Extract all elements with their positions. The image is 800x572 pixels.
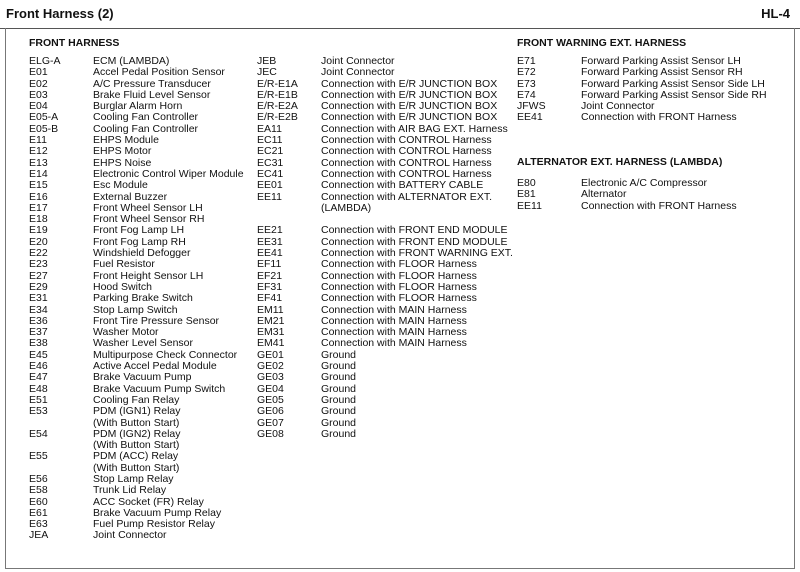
- connector-code: E12: [29, 145, 48, 158]
- connector-code: E54: [29, 427, 48, 440]
- connector-description: Alternator: [581, 188, 627, 201]
- connector-description: Front Tire Pressure Sensor: [93, 314, 220, 327]
- connector-code: EF31: [257, 280, 283, 293]
- list-item: [257, 192, 513, 203]
- connector-code: E/R-E2A: [257, 100, 298, 113]
- connector-description: Connection with MAIN Harness: [321, 337, 467, 350]
- connector-description: (LAMBDA): [321, 201, 372, 214]
- connector-description: Stop Lamp Switch: [93, 303, 178, 316]
- connector-description: Forward Parking Assist Sensor LH: [581, 55, 741, 67]
- connector-code: EE41: [257, 247, 283, 260]
- connector-description: Connection with FRONT Harness: [581, 199, 737, 212]
- connector-description: Connection with FRONT END MODULE: [321, 235, 508, 248]
- connector-description: Burglar Alarm Horn: [93, 100, 183, 113]
- list-item: [29, 180, 244, 191]
- connector-description: PDM (IGN1) Relay: [93, 405, 181, 418]
- connector-code: E63: [29, 518, 48, 531]
- connector-description: PDM (IGN2) Relay: [93, 427, 181, 440]
- connector-code: ELG-A: [29, 55, 61, 67]
- connector-description: Forward Parking Assist Sensor RH: [581, 66, 743, 79]
- connector-code: E31: [29, 292, 48, 305]
- connector-code: E74: [517, 88, 536, 101]
- connector-description: (With Button Start): [93, 439, 180, 452]
- connector-code: GE02: [257, 360, 284, 373]
- connector-code: E18: [29, 213, 48, 226]
- list-item: [29, 530, 244, 541]
- alternator-title: ALTERNATOR EXT. HARNESS (LAMBDA): [517, 156, 723, 168]
- connector-description: Forward Parking Assist Sensor Side RH: [581, 88, 767, 101]
- connector-code: E48: [29, 382, 48, 395]
- connector-code: GE01: [257, 348, 284, 361]
- connector-code: EC31: [257, 156, 284, 169]
- connector-description: Esc Module: [93, 179, 148, 192]
- connector-code: E47: [29, 371, 48, 384]
- connector-description: Connection with AIR BAG EXT. Harness: [321, 122, 508, 135]
- connector-description: Electronic Control Wiper Module: [93, 167, 244, 180]
- connector-code: EM41: [257, 337, 285, 350]
- connector-code: [257, 203, 321, 214]
- connector-description: Ground: [321, 360, 357, 373]
- list-item: [257, 395, 513, 406]
- connector-description: Ground: [321, 393, 357, 406]
- connector-code: JEA: [29, 529, 49, 542]
- list-item: [29, 146, 244, 157]
- list-item: [257, 259, 513, 270]
- connector-description: ECM (LAMBDA): [93, 55, 170, 67]
- connector-code: E02: [29, 77, 48, 90]
- connector-description: Connection with CONTROL Harness: [321, 167, 492, 180]
- connector-description: Connection with FLOOR Harness: [321, 280, 477, 293]
- front-warning-list: [517, 56, 767, 124]
- connector-description: Ground: [321, 371, 357, 384]
- list-item: [517, 189, 737, 200]
- connector-description: Fuel Resistor: [93, 258, 155, 271]
- connector-code: E45: [29, 348, 48, 361]
- list-item: [257, 429, 513, 440]
- connector-code: EE31: [257, 235, 283, 248]
- list-item: [257, 203, 513, 214]
- connector-description: EHPS Motor: [93, 145, 152, 158]
- connector-description: Connection with E/R JUNCTION BOX: [321, 88, 498, 101]
- list-item: [257, 293, 513, 304]
- connector-code: GE07: [257, 416, 284, 429]
- connector-code: E17: [29, 201, 48, 214]
- connector-description: Fuel Pump Resistor Relay: [93, 518, 215, 531]
- connector-description: Connection with MAIN Harness: [321, 326, 467, 339]
- connector-code: EF41: [257, 292, 283, 305]
- connector-code: GE05: [257, 393, 284, 406]
- connector-code: E27: [29, 269, 48, 282]
- front-harness-column-2: [257, 56, 513, 440]
- connector-description: Connection with FRONT Harness: [581, 111, 737, 124]
- page-code: HL-4: [761, 6, 790, 21]
- connector-code: E22: [29, 247, 48, 260]
- connector-code: E34: [29, 303, 48, 316]
- connector-code: GE08: [257, 427, 284, 440]
- connector-description: Forward Parking Assist Sensor Side LH: [581, 77, 765, 90]
- connector-description: Connection with MAIN Harness: [321, 303, 467, 316]
- connector-description: EHPS Module: [93, 134, 159, 147]
- connector-code: EF21: [257, 269, 283, 282]
- connector-code: E05-A: [29, 111, 59, 124]
- connector-code: EE11: [517, 199, 542, 212]
- connector-description: Ground: [321, 405, 357, 418]
- list-item: [29, 451, 244, 462]
- connector-description: Front Wheel Sensor LH: [93, 201, 203, 214]
- list-item: [29, 259, 244, 270]
- connector-code: E23: [29, 258, 48, 271]
- list-item: [257, 406, 513, 417]
- connector-description: Connection with CONTROL Harness: [321, 145, 492, 158]
- connector-description: Trunk Lid Relay: [93, 484, 167, 497]
- front-warning-title: FRONT WARNING EXT. HARNESS: [517, 37, 687, 49]
- connector-description: Brake Fluid Level Sensor: [93, 88, 211, 101]
- list-item: [517, 67, 767, 78]
- connector-description: Hood Switch: [93, 280, 152, 293]
- connector-code: E/R-E1A: [257, 77, 298, 90]
- list-item: [257, 338, 513, 349]
- connector-description: Electronic A/C Compressor: [581, 177, 708, 189]
- list-item: [517, 201, 737, 212]
- connector-description: External Buzzer: [93, 190, 168, 203]
- connector-description: Connection with FLOOR Harness: [321, 269, 477, 282]
- connector-code: EF11: [257, 258, 282, 271]
- connector-code: JEB: [257, 55, 277, 67]
- connector-description: Cooling Fan Controller: [93, 122, 199, 135]
- list-item: [257, 418, 513, 429]
- connector-code: EC41: [257, 167, 284, 180]
- connector-code: E46: [29, 360, 48, 373]
- connector-code: E01: [29, 66, 48, 79]
- connector-code: E60: [29, 495, 48, 508]
- connector-description: Washer Level Sensor: [93, 337, 193, 350]
- connector-description: Brake Vacuum Pump Switch: [93, 382, 226, 395]
- page-title: Front Harness (2): [6, 6, 114, 21]
- connector-code: JEC: [257, 66, 277, 79]
- connector-description: Front Fog Lamp RH: [93, 235, 186, 248]
- connector-code: E71: [517, 55, 536, 67]
- connector-code: EM11: [257, 303, 284, 316]
- connector-code: GE06: [257, 405, 284, 418]
- connector-description: PDM (ACC) Relay: [93, 450, 179, 463]
- connector-description: Windshield Defogger: [93, 247, 191, 260]
- connector-description: Connection with BATTERY CABLE: [321, 179, 484, 192]
- connector-code: E58: [29, 484, 48, 497]
- connector-description: Washer Motor: [93, 326, 159, 339]
- connector-code: E37: [29, 326, 48, 339]
- connector-code: E20: [29, 235, 48, 248]
- connector-description: Connection with FLOOR Harness: [321, 258, 477, 271]
- list-item: [257, 180, 513, 191]
- list-item: [29, 406, 244, 417]
- connector-code: E04: [29, 100, 48, 113]
- front-harness-title: FRONT HARNESS: [29, 37, 120, 49]
- connector-code: E03: [29, 88, 48, 101]
- connector-code: E55: [29, 450, 48, 463]
- connector-code: E/R-E1B: [257, 88, 298, 101]
- connector-description: Front Fog Lamp LH: [93, 224, 185, 237]
- connector-description: (With Button Start): [93, 461, 180, 474]
- front-harness-column-1: [29, 56, 244, 542]
- connector-description: Brake Vacuum Pump Relay: [93, 506, 222, 519]
- connector-code: GE03: [257, 371, 284, 384]
- connector-code: E80: [517, 177, 536, 189]
- connector-code: GE04: [257, 382, 284, 395]
- connector-code: E36: [29, 314, 48, 327]
- alternator-list: [517, 178, 737, 212]
- connector-description: Connection with FLOOR Harness: [321, 292, 477, 305]
- connector-description: Joint Connector: [321, 55, 395, 67]
- connector-code: E56: [29, 472, 48, 485]
- connector-code: E14: [29, 167, 48, 180]
- connector-description: Ground: [321, 416, 357, 429]
- connector-code: E11: [29, 134, 47, 147]
- connector-description: EHPS Noise: [93, 156, 152, 169]
- connector-description: Parking Brake Switch: [93, 292, 193, 305]
- connector-description: Brake Vacuum Pump: [93, 371, 192, 384]
- connector-code: EA11: [257, 122, 282, 135]
- connector-description: Accel Pedal Position Sensor: [93, 66, 225, 79]
- connector-description: Cooling Fan Controller: [93, 111, 199, 124]
- connector-description: Front Wheel Sensor RH: [93, 213, 205, 226]
- connector-description: Connection with CONTROL Harness: [321, 156, 492, 169]
- connector-code: E29: [29, 280, 48, 293]
- connector-code: E19: [29, 224, 48, 237]
- connector-code: E/R-E2B: [257, 111, 298, 124]
- list-item: [29, 293, 244, 304]
- connector-code: E38: [29, 337, 48, 350]
- connector-code: EE11: [257, 190, 282, 203]
- page-header: [0, 0, 800, 29]
- connector-description: Connection with E/R JUNCTION BOX: [321, 111, 498, 124]
- connector-description: Multipurpose Check Connector: [93, 348, 238, 361]
- connector-code: EE21: [257, 224, 283, 237]
- connector-description: Cooling Fan Relay: [93, 393, 180, 406]
- list-item: [257, 372, 513, 383]
- connector-description: Connection with FRONT END MODULE: [321, 224, 508, 237]
- connector-code: EM21: [257, 314, 285, 327]
- connector-description: Stop Lamp Relay: [93, 472, 174, 485]
- connector-code: E53: [29, 405, 48, 418]
- list-item: [29, 485, 244, 496]
- connector-description: A/C Pressure Transducer: [93, 77, 211, 90]
- connector-description: Ground: [321, 348, 357, 361]
- connector-description: Ground: [321, 427, 357, 440]
- connector-code: E15: [29, 179, 48, 192]
- connector-code: E81: [517, 188, 536, 201]
- list-item: [29, 67, 244, 78]
- connector-description: Joint Connector: [581, 100, 655, 113]
- connector-code: EE01: [257, 179, 283, 192]
- connector-code: EC21: [257, 145, 284, 158]
- connector-description: Ground: [321, 382, 357, 395]
- connector-description: Connection with E/R JUNCTION BOX: [321, 100, 498, 113]
- connector-description: ACC Socket (FR) Relay: [93, 495, 204, 508]
- connector-code: E51: [29, 393, 48, 406]
- connector-description: Active Accel Pedal Module: [93, 360, 217, 373]
- list-item: [29, 372, 244, 383]
- connector-code: EC11: [257, 134, 283, 147]
- connector-description: Connection with E/R JUNCTION BOX: [321, 77, 498, 90]
- connector-code: E73: [517, 77, 536, 90]
- connector-description: Joint Connector: [321, 66, 395, 79]
- list-item: [257, 146, 513, 157]
- list-item: [257, 350, 513, 361]
- connector-description: Front Height Sensor LH: [93, 269, 204, 282]
- connector-description: Joint Connector: [93, 529, 167, 542]
- connector-code: E61: [29, 506, 48, 519]
- connector-code: JFWS: [517, 100, 546, 113]
- connector-code: EE41: [517, 111, 543, 124]
- connector-code: E13: [29, 156, 48, 169]
- list-item: [257, 361, 513, 372]
- list-item: [257, 384, 513, 395]
- list-item: [517, 112, 767, 123]
- connector-code: EM31: [257, 326, 285, 339]
- connector-description: Connection with ALTERNATOR EXT.: [321, 190, 492, 203]
- connector-code: E72: [517, 66, 536, 79]
- list-item: [257, 67, 513, 78]
- connector-code: E05-B: [29, 122, 59, 135]
- connector-description: Connection with MAIN Harness: [321, 314, 467, 327]
- connector-code: E16: [29, 190, 48, 203]
- connector-description: Connection with CONTROL Harness: [321, 134, 492, 147]
- connector-description: Connection with FRONT WARNING EXT.: [321, 247, 513, 260]
- connector-description: (With Button Start): [93, 416, 180, 429]
